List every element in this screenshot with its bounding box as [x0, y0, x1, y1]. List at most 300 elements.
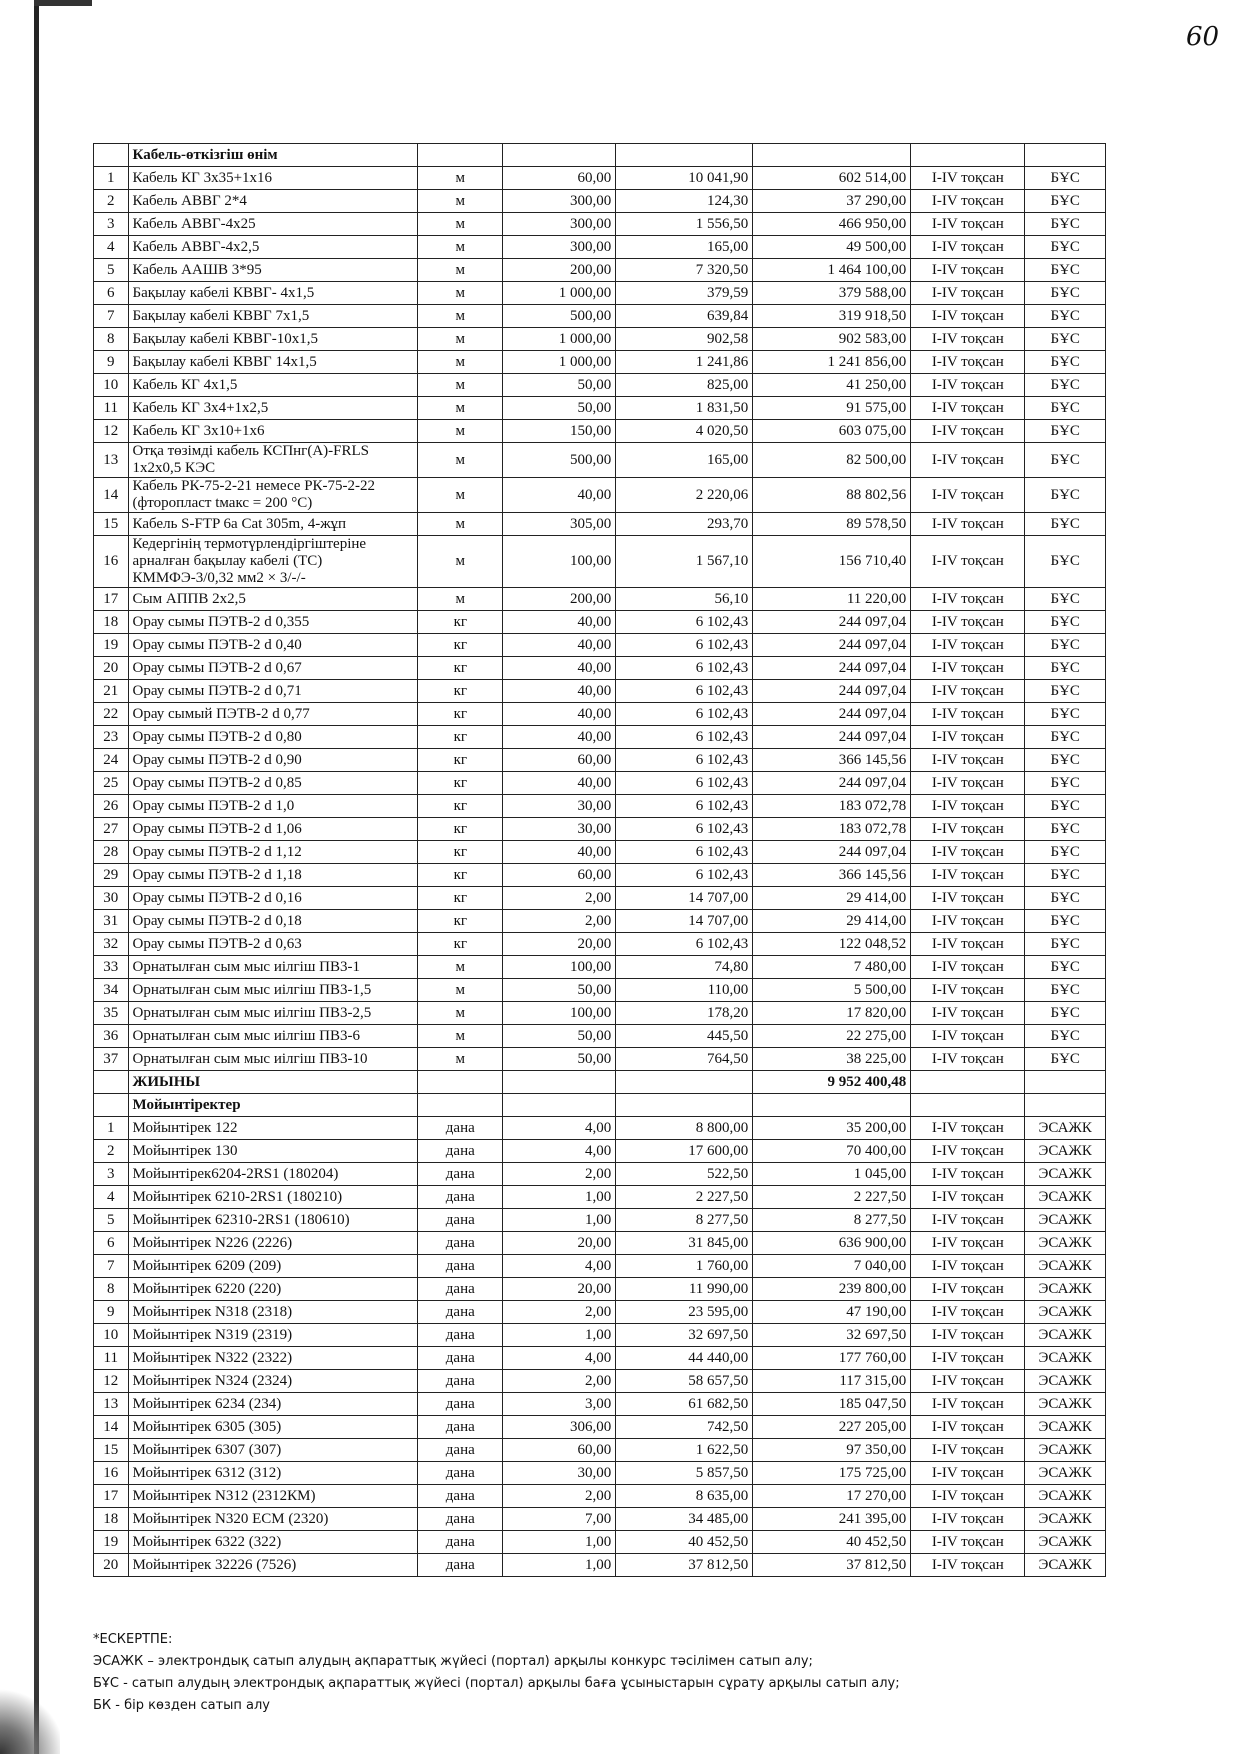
quantity-cell: 2,00	[503, 1163, 616, 1186]
amount-cell: 239 800,00	[753, 1278, 911, 1301]
period-cell: I-IV тоқсан	[911, 818, 1025, 841]
method-cell	[1025, 1071, 1106, 1094]
method-cell: ЭСАЖК	[1025, 1117, 1106, 1140]
quantity-cell: 200,00	[503, 588, 616, 611]
price-cell: 34 485,00	[616, 1508, 753, 1531]
row-number: 37	[94, 1048, 129, 1071]
price-cell: 1 760,00	[616, 1255, 753, 1278]
method-cell: ЭСАЖК	[1025, 1140, 1106, 1163]
table-row	[94, 351, 1106, 374]
unit-cell: дана	[418, 1531, 503, 1554]
period-cell: I-IV тоқсан	[911, 1025, 1025, 1048]
row-number: 5	[94, 259, 129, 282]
item-name: Орнатылған сым мыс иілгіш ПВ3-1,5	[128, 979, 418, 1002]
quantity-cell: 40,00	[503, 841, 616, 864]
price-cell	[616, 1094, 753, 1117]
unit-cell: кг	[418, 772, 503, 795]
amount-cell: 22 275,00	[753, 1025, 911, 1048]
period-cell: I-IV тоқсан	[911, 910, 1025, 933]
amount-cell: 636 900,00	[753, 1232, 911, 1255]
item-name: Орнатылған сым мыс иілгіш ПВ3-6	[128, 1025, 418, 1048]
table-row	[94, 190, 1106, 213]
method-cell: БҰС	[1025, 351, 1106, 374]
table-row	[94, 1531, 1106, 1554]
method-cell: БҰС	[1025, 703, 1106, 726]
method-cell: ЭСАЖК	[1025, 1278, 1106, 1301]
period-cell: I-IV тоқсан	[911, 680, 1025, 703]
price-cell: 639,84	[616, 305, 753, 328]
period-cell: I-IV тоқсан	[911, 795, 1025, 818]
item-name: Кабель S-FTP 6a Cat 305m, 4-жұп	[128, 513, 418, 536]
method-cell: БҰС	[1025, 213, 1106, 236]
period-cell: I-IV тоқсан	[911, 282, 1025, 305]
table-row	[94, 167, 1106, 190]
item-name: Орау сымы ПЭТВ-2 d 0,85	[128, 772, 418, 795]
item-name: Бақылау кабелі КВВГ-10х1,5	[128, 328, 418, 351]
row-number: 9	[94, 1301, 129, 1324]
quantity-cell: 50,00	[503, 1025, 616, 1048]
item-name: Кабель АВВГ 2*4	[128, 190, 418, 213]
amount-cell: 319 918,50	[753, 305, 911, 328]
quantity-cell: 40,00	[503, 634, 616, 657]
method-cell: БҰС	[1025, 795, 1106, 818]
item-name: Мойынтірек N322 (2322)	[128, 1347, 418, 1370]
row-number: 16	[94, 1462, 129, 1485]
method-cell	[1025, 144, 1106, 167]
unit-cell: м	[418, 213, 503, 236]
total-value: 9 952 400,48	[753, 1071, 911, 1094]
method-cell: БҰС	[1025, 1002, 1106, 1025]
method-cell: БҰС	[1025, 588, 1106, 611]
price-cell: 902,58	[616, 328, 753, 351]
unit-cell: дана	[418, 1232, 503, 1255]
row-number: 5	[94, 1209, 129, 1232]
price-cell: 6 102,43	[616, 818, 753, 841]
table-row	[94, 1554, 1106, 1577]
table-row	[94, 259, 1106, 282]
method-cell: ЭСАЖК	[1025, 1232, 1106, 1255]
table-row	[94, 1163, 1106, 1186]
period-cell: I-IV тоқсан	[911, 1370, 1025, 1393]
row-number: 18	[94, 611, 129, 634]
method-cell: ЭСАЖК	[1025, 1301, 1106, 1324]
item-name: Мойынтірек 130	[128, 1140, 418, 1163]
quantity-cell: 30,00	[503, 818, 616, 841]
quantity-cell: 50,00	[503, 979, 616, 1002]
amount-cell: 17 270,00	[753, 1485, 911, 1508]
period-cell: I-IV тоқсан	[911, 1531, 1025, 1554]
unit-cell: м	[418, 397, 503, 420]
price-cell: 7 320,50	[616, 259, 753, 282]
row-number: 3	[94, 1163, 129, 1186]
row-number: 1	[94, 1117, 129, 1140]
row-number: 24	[94, 749, 129, 772]
price-cell: 6 102,43	[616, 726, 753, 749]
table-row	[94, 328, 1106, 351]
period-cell: I-IV тоқсан	[911, 397, 1025, 420]
period-cell: I-IV тоқсан	[911, 1255, 1025, 1278]
method-cell: БҰС	[1025, 282, 1106, 305]
unit-cell: кг	[418, 887, 503, 910]
row-number: 14	[94, 1416, 129, 1439]
quantity-cell: 60,00	[503, 1439, 616, 1462]
method-cell: БҰС	[1025, 167, 1106, 190]
section-title: Мойынтіректер	[128, 1094, 418, 1117]
item-name: Кабель РК-75-2-21 немесе РК-75-2-22 (фторопласт tмакс = 200 °С)	[128, 478, 418, 513]
amount-cell: 40 452,50	[753, 1531, 911, 1554]
unit-cell: дана	[418, 1301, 503, 1324]
period-cell: I-IV тоқсан	[911, 1416, 1025, 1439]
method-cell: ЭСАЖК	[1025, 1393, 1106, 1416]
unit-cell: дана	[418, 1393, 503, 1416]
item-name: Мойынтірек 62310-2RS1 (180610)	[128, 1209, 418, 1232]
row-number: 28	[94, 841, 129, 864]
page-number: 60	[1186, 22, 1220, 52]
row-number: 17	[94, 588, 129, 611]
row-number: 15	[94, 1439, 129, 1462]
period-cell: I-IV тоқсан	[911, 1324, 1025, 1347]
unit-cell: дана	[418, 1324, 503, 1347]
unit-cell: м	[418, 513, 503, 536]
quantity-cell: 40,00	[503, 772, 616, 795]
method-cell: БҰС	[1025, 328, 1106, 351]
period-cell: I-IV тоқсан	[911, 190, 1025, 213]
table-row	[94, 305, 1106, 328]
price-cell: 6 102,43	[616, 703, 753, 726]
price-cell: 10 041,90	[616, 167, 753, 190]
table-row	[94, 887, 1106, 910]
quantity-cell	[503, 1094, 616, 1117]
quantity-cell: 1,00	[503, 1209, 616, 1232]
item-name: Орнатылған сым мыс иілгіш ПВ3-10	[128, 1048, 418, 1071]
row-number: 10	[94, 374, 129, 397]
price-cell: 379,59	[616, 282, 753, 305]
table-row	[94, 1347, 1106, 1370]
method-cell: БҰС	[1025, 956, 1106, 979]
row-number: 13	[94, 1393, 129, 1416]
item-name: Мойынтірек N318 (2318)	[128, 1301, 418, 1324]
quantity-cell: 500,00	[503, 305, 616, 328]
amount-cell: 49 500,00	[753, 236, 911, 259]
quantity-cell: 60,00	[503, 749, 616, 772]
unit-cell	[418, 1071, 503, 1094]
unit-cell: м	[418, 443, 503, 478]
quantity-cell: 2,00	[503, 910, 616, 933]
method-cell: БҰС	[1025, 818, 1106, 841]
row-number: 21	[94, 680, 129, 703]
amount-cell: 1 464 100,00	[753, 259, 911, 282]
item-name: Мойынтірек6204-2RS1 (180204)	[128, 1163, 418, 1186]
quantity-cell: 4,00	[503, 1255, 616, 1278]
method-cell: БҰС	[1025, 634, 1106, 657]
method-cell: ЭСАЖК	[1025, 1439, 1106, 1462]
period-cell: I-IV тоқсан	[911, 1002, 1025, 1025]
row-number: 34	[94, 979, 129, 1002]
quantity-cell: 100,00	[503, 956, 616, 979]
period-cell: I-IV тоқсан	[911, 1508, 1025, 1531]
table-row	[94, 772, 1106, 795]
unit-cell: дана	[418, 1278, 503, 1301]
table-row	[94, 1393, 1106, 1416]
price-cell: 44 440,00	[616, 1347, 753, 1370]
unit-cell: кг	[418, 749, 503, 772]
unit-cell: дана	[418, 1209, 503, 1232]
amount-cell: 7 040,00	[753, 1255, 911, 1278]
row-number: 4	[94, 236, 129, 259]
unit-cell: кг	[418, 703, 503, 726]
method-cell: БҰС	[1025, 420, 1106, 443]
quantity-cell	[503, 1071, 616, 1094]
period-cell: I-IV тоқсан	[911, 1439, 1025, 1462]
row-number: 20	[94, 1554, 129, 1577]
table-row	[94, 1278, 1106, 1301]
item-name: Бақылау кабелі КВВГ 14х1,5	[128, 351, 418, 374]
amount-cell: 241 395,00	[753, 1508, 911, 1531]
row-number: 33	[94, 956, 129, 979]
row-number: 1	[94, 167, 129, 190]
period-cell: I-IV тоқсан	[911, 167, 1025, 190]
method-cell: БҰС	[1025, 657, 1106, 680]
quantity-cell: 30,00	[503, 1462, 616, 1485]
period-cell: I-IV тоқсан	[911, 956, 1025, 979]
quantity-cell: 40,00	[503, 478, 616, 513]
unit-cell: дана	[418, 1186, 503, 1209]
amount-cell: 7 480,00	[753, 956, 911, 979]
item-name: Кабель АВВГ-4х2,5	[128, 236, 418, 259]
method-cell: БҰС	[1025, 190, 1106, 213]
method-cell: ЭСАЖК	[1025, 1255, 1106, 1278]
item-name: Мойынтірек N226 (2226)	[128, 1232, 418, 1255]
unit-cell: кг	[418, 726, 503, 749]
amount-cell: 603 075,00	[753, 420, 911, 443]
row-number: 13	[94, 443, 129, 478]
amount-cell: 37 812,50	[753, 1554, 911, 1577]
row-number: 31	[94, 910, 129, 933]
total-label: ЖИЫНЫ	[128, 1071, 418, 1094]
row-number: 14	[94, 478, 129, 513]
table-row	[94, 1508, 1106, 1531]
row-number: 23	[94, 726, 129, 749]
amount-cell: 70 400,00	[753, 1140, 911, 1163]
period-cell: I-IV тоқсан	[911, 634, 1025, 657]
item-name: Орнатылған сым мыс иілгіш ПВ3-2,5	[128, 1002, 418, 1025]
row-number: 6	[94, 282, 129, 305]
quantity-cell: 1 000,00	[503, 282, 616, 305]
row-number: 19	[94, 634, 129, 657]
quantity-cell: 2,00	[503, 887, 616, 910]
quantity-cell: 4,00	[503, 1117, 616, 1140]
method-cell: ЭСАЖК	[1025, 1324, 1106, 1347]
item-name: Орау сымы ПЭТВ-2 d 0,90	[128, 749, 418, 772]
method-cell: БҰС	[1025, 259, 1106, 282]
amount-cell: 82 500,00	[753, 443, 911, 478]
item-name: Орау сымы ПЭТВ-2 d 0,80	[128, 726, 418, 749]
period-cell: I-IV тоқсан	[911, 772, 1025, 795]
unit-cell: кг	[418, 841, 503, 864]
price-cell: 4 020,50	[616, 420, 753, 443]
row-number: 15	[94, 513, 129, 536]
method-cell: ЭСАЖК	[1025, 1508, 1106, 1531]
table-row	[94, 1117, 1106, 1140]
table-row	[94, 634, 1106, 657]
amount-cell	[753, 1094, 911, 1117]
row-number: 8	[94, 1278, 129, 1301]
item-name: Кедергінің термотүрлендіргіштеріне арналған бақылау кабелі (ТС) КММФЭ-3/0,32 мм2 × 3/-/-	[128, 536, 418, 588]
unit-cell: м	[418, 374, 503, 397]
price-cell: 37 812,50	[616, 1554, 753, 1577]
item-name: Мойынтірек 6234 (234)	[128, 1393, 418, 1416]
row-number	[94, 1071, 129, 1094]
method-cell: ЭСАЖК	[1025, 1485, 1106, 1508]
item-name: Кабель ААШВ 3*95	[128, 259, 418, 282]
period-cell: I-IV тоқсан	[911, 1301, 1025, 1324]
table-row	[94, 726, 1106, 749]
amount-cell: 35 200,00	[753, 1117, 911, 1140]
quantity-cell: 60,00	[503, 864, 616, 887]
row-number: 7	[94, 1255, 129, 1278]
price-cell: 178,20	[616, 1002, 753, 1025]
unit-cell: кг	[418, 864, 503, 887]
period-cell: I-IV тоқсан	[911, 236, 1025, 259]
row-number: 12	[94, 1370, 129, 1393]
item-name: Мойынтірек 6305 (305)	[128, 1416, 418, 1439]
unit-cell: м	[418, 351, 503, 374]
unit-cell: м	[418, 305, 503, 328]
row-number: 35	[94, 1002, 129, 1025]
price-cell: 6 102,43	[616, 864, 753, 887]
section-title: Кабель-өткізгіш өнім	[128, 144, 418, 167]
method-cell: ЭСАЖК	[1025, 1531, 1106, 1554]
method-cell: ЭСАЖК	[1025, 1209, 1106, 1232]
unit-cell: кг	[418, 795, 503, 818]
method-cell: БҰС	[1025, 443, 1106, 478]
period-cell	[911, 1094, 1025, 1117]
quantity-cell: 1,00	[503, 1554, 616, 1577]
period-cell: I-IV тоқсан	[911, 443, 1025, 478]
item-name: Орау сымы ПЭТВ-2 d 0,18	[128, 910, 418, 933]
method-cell: ЭСАЖК	[1025, 1347, 1106, 1370]
amount-cell: 11 220,00	[753, 588, 911, 611]
row-number: 3	[94, 213, 129, 236]
table-row	[94, 818, 1106, 841]
table-row	[94, 1324, 1106, 1347]
method-cell: БҰС	[1025, 536, 1106, 588]
amount-cell: 244 097,04	[753, 657, 911, 680]
item-name: Орау сымы ПЭТВ-2 d 0,67	[128, 657, 418, 680]
table-row	[94, 749, 1106, 772]
unit-cell: дана	[418, 1462, 503, 1485]
quantity-cell: 300,00	[503, 190, 616, 213]
amount-cell: 244 097,04	[753, 680, 911, 703]
amount-cell: 37 290,00	[753, 190, 911, 213]
table-row	[94, 478, 1106, 513]
unit-cell: дана	[418, 1439, 503, 1462]
item-name: Мойынтірек N312 (2312КМ)	[128, 1485, 418, 1508]
row-number: 22	[94, 703, 129, 726]
item-name: Мойынтірек 6220 (220)	[128, 1278, 418, 1301]
period-cell: I-IV тоқсан	[911, 259, 1025, 282]
price-cell: 825,00	[616, 374, 753, 397]
amount-cell: 38 225,00	[753, 1048, 911, 1071]
table-row	[94, 397, 1106, 420]
price-cell: 8 635,00	[616, 1485, 753, 1508]
table-row	[94, 1002, 1106, 1025]
quantity-cell: 100,00	[503, 1002, 616, 1025]
unit-cell	[418, 1094, 503, 1117]
row-number: 27	[94, 818, 129, 841]
row-number: 4	[94, 1186, 129, 1209]
amount-cell: 117 315,00	[753, 1370, 911, 1393]
amount-cell: 88 802,56	[753, 478, 911, 513]
amount-cell: 2 227,50	[753, 1186, 911, 1209]
quantity-cell: 306,00	[503, 1416, 616, 1439]
unit-cell	[418, 144, 503, 167]
unit-cell: дана	[418, 1140, 503, 1163]
quantity-cell: 2,00	[503, 1485, 616, 1508]
period-cell: I-IV тоқсан	[911, 213, 1025, 236]
quantity-cell: 2,00	[503, 1301, 616, 1324]
quantity-cell: 4,00	[503, 1347, 616, 1370]
period-cell: I-IV тоқсан	[911, 1186, 1025, 1209]
price-cell: 23 595,00	[616, 1301, 753, 1324]
quantity-cell: 300,00	[503, 213, 616, 236]
amount-cell: 244 097,04	[753, 611, 911, 634]
amount-cell: 244 097,04	[753, 772, 911, 795]
price-cell: 165,00	[616, 443, 753, 478]
item-name: Орау сымы ПЭТВ-2 d 0,16	[128, 887, 418, 910]
period-cell: I-IV тоқсан	[911, 588, 1025, 611]
row-number: 10	[94, 1324, 129, 1347]
method-cell: БҰС	[1025, 611, 1106, 634]
price-cell: 6 102,43	[616, 933, 753, 956]
amount-cell: 366 145,56	[753, 749, 911, 772]
quantity-cell: 20,00	[503, 1232, 616, 1255]
amount-cell: 366 145,56	[753, 864, 911, 887]
price-cell: 14 707,00	[616, 910, 753, 933]
method-cell: БҰС	[1025, 1048, 1106, 1071]
unit-cell: дана	[418, 1117, 503, 1140]
item-name: Бақылау кабелі КВВГ 7х1,5	[128, 305, 418, 328]
price-cell: 6 102,43	[616, 795, 753, 818]
amount-cell: 185 047,50	[753, 1393, 911, 1416]
quantity-cell: 30,00	[503, 795, 616, 818]
item-name: Орау сымы ПЭТВ-2 d 0,71	[128, 680, 418, 703]
method-cell: БҰС	[1025, 513, 1106, 536]
quantity-cell: 500,00	[503, 443, 616, 478]
item-name: Орау сымы ПЭТВ-2 d 0,355	[128, 611, 418, 634]
unit-cell: дана	[418, 1163, 503, 1186]
period-cell: I-IV тоқсан	[911, 1117, 1025, 1140]
unit-cell: м	[418, 190, 503, 213]
amount-cell: 1 241 856,00	[753, 351, 911, 374]
amount-cell: 466 950,00	[753, 213, 911, 236]
amount-cell: 5 500,00	[753, 979, 911, 1002]
price-cell: 32 697,50	[616, 1324, 753, 1347]
quantity-cell: 1,00	[503, 1186, 616, 1209]
method-cell	[1025, 1094, 1106, 1117]
footnote-line: БҰС - сатып алудың электрондық ақпараттық жүйесі (портал) арқылы баға ұсыныстарын сұрату арқылы сатып алу;	[93, 1676, 900, 1691]
price-cell: 110,00	[616, 979, 753, 1002]
method-cell: БҰС	[1025, 933, 1106, 956]
amount-cell: 97 350,00	[753, 1439, 911, 1462]
method-cell: БҰС	[1025, 864, 1106, 887]
item-name: Мойынтірек 32226 (7526)	[128, 1554, 418, 1577]
price-cell: 6 102,43	[616, 680, 753, 703]
price-cell: 31 845,00	[616, 1232, 753, 1255]
quantity-cell: 1,00	[503, 1531, 616, 1554]
method-cell: ЭСАЖК	[1025, 1554, 1106, 1577]
quantity-cell: 3,00	[503, 1393, 616, 1416]
